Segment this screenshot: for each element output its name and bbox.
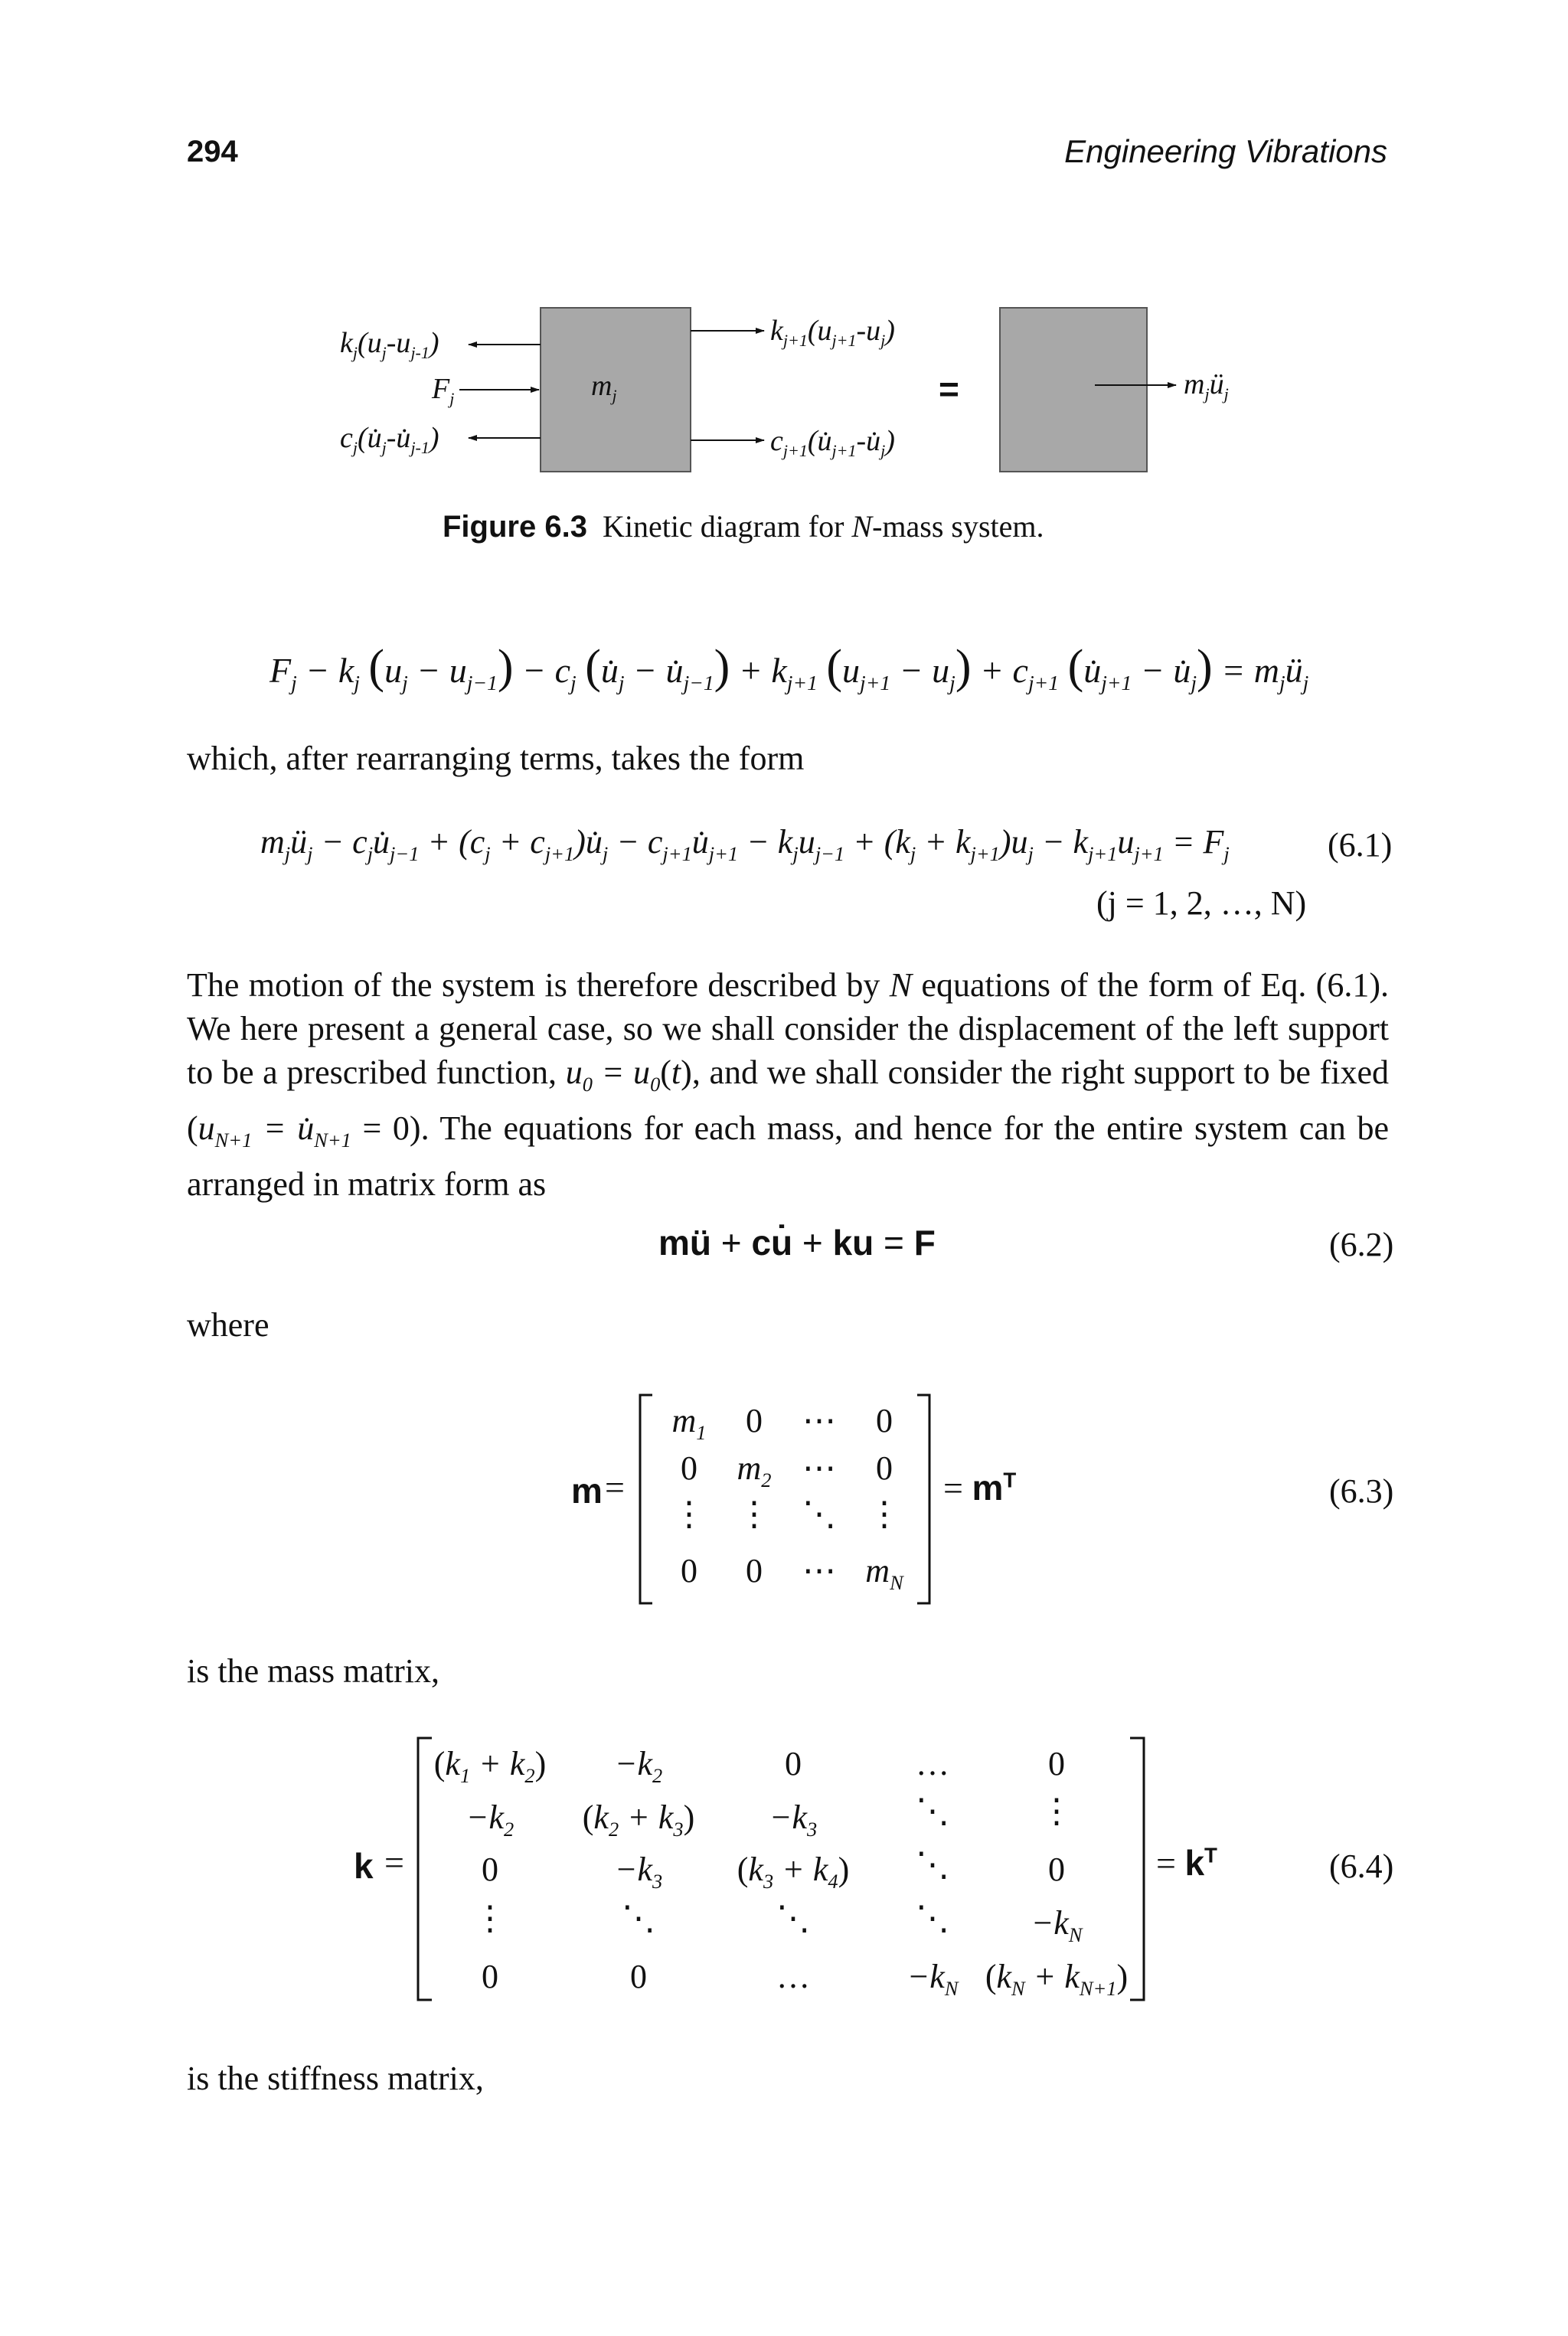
mass-matrix <box>635 1392 934 1606</box>
stiffness-matrix-symbol: k <box>354 1846 374 1886</box>
matrix-cell: 0 <box>681 1552 697 1589</box>
p2-part-a: The motion of the system is therefore described by <box>187 966 890 1004</box>
matrix-cell: $(k_N + k_{N+1})$ <box>985 1958 1129 2000</box>
p2-N: N <box>889 966 913 1004</box>
matrix-cell: $(k_3 + k_4)$ <box>737 1851 850 1893</box>
matrix-cell: $(k_1 + k_2)$ <box>433 1745 547 1787</box>
caption-label: Figure 6.3 <box>443 510 587 544</box>
equation-6-4-number: (6.4) <box>1329 1848 1394 1885</box>
matrix-cell: … <box>776 1958 810 1995</box>
where-label: where <box>187 1306 270 1344</box>
matrix-cell: $m_2$ <box>737 1449 772 1491</box>
equals-sign: = <box>939 369 959 409</box>
matrix-cell: ⋮ <box>1040 1792 1073 1830</box>
matrix-cell: $(k_2 + k_3)$ <box>582 1799 695 1841</box>
matrix-cell: $-k_N$ <box>906 1958 959 2000</box>
matrix-cell: 0 <box>1048 1745 1065 1782</box>
p2-part-d: ). The equations for each mass, and hence for the entire system can be arranged in matrix form as <box>187 1109 1390 1203</box>
matrix-cell: 0 <box>1048 1851 1065 1888</box>
matrix-cell: 0 <box>876 1402 893 1439</box>
matrix-cell: 0 <box>876 1449 893 1487</box>
paragraph-motion-description <box>187 963 1389 1206</box>
matrix-cell: ⋱ <box>916 1900 949 1937</box>
matrix-cell: 0 <box>746 1402 763 1439</box>
equation-6-2-number: (6.2) <box>1329 1226 1394 1263</box>
mass-matrix-description: is the mass matrix, <box>187 1652 439 1690</box>
stiffness-matrix-transpose: = $k^T$ <box>1156 1843 1217 1883</box>
matrix-cell: ⋯ <box>802 1402 836 1439</box>
matrix-cell: ⋮ <box>867 1495 901 1533</box>
stiffness-matrix <box>413 1735 1148 2003</box>
p2-bc-expression: $u_{N+1}$ = $u̇_{N+1} = 0$ <box>198 1109 410 1152</box>
stiffness-matrix-description: is the stiffness matrix, <box>187 2060 484 2097</box>
label-spring-right: $k_{j+1}(u_{j+1}-u_j)$ <box>770 315 895 350</box>
matrix-cell: ⋮ <box>473 1900 507 1937</box>
equation-motion-mass-j: $F_j - k_j$ $(u_j - u_{j-1}) - c_j$ ($u̇_j$ − $u̇_{j-1}) + k_{j+1}$ $(u_{j+1} - u_j) + c_{j+1}$ ($u̇_{j+1}$ − $u̇_j$) = $m_jü_j$ <box>270 641 1309 695</box>
mass-matrix-symbol: m <box>571 1471 603 1511</box>
matrix-cell: 0 <box>482 1851 498 1888</box>
label-applied-force: $F_j$ <box>432 373 455 408</box>
mass-matrix-transpose: = $m^T$ <box>943 1468 1017 1508</box>
result-block <box>1000 308 1147 472</box>
matrix-cell: ⋱ <box>916 1792 949 1830</box>
label-spring-left: $k_j(u_j-u_{j-1})$ <box>340 327 439 362</box>
matrix-cell: $-k_2$ <box>614 1745 663 1787</box>
equation-6-1: $m_jü_j$ − $c_ju̇_{j-1} + (c_j$ + $c_{j+1})u̇_j$ − $c_{j+1}u̇_{j+1} - k_ju_{j-1} + (k_j + k_{j+1})u_j - k_{j+1}u_{j+1} = F_j$ <box>260 823 1230 865</box>
p2-part-b: equations of the form of Eq. (6.1). We here present a general case, so we shall consider the displacement of the left support to be a prescribed function, <box>187 966 1389 1091</box>
paragraph-rearranging: which, after rearranging terms, takes the form <box>187 740 805 777</box>
matrix-cell: ⋯ <box>802 1552 836 1589</box>
matrix-cell: $m_1$ <box>671 1402 707 1444</box>
matrix-cell: $-k_N$ <box>1031 1904 1083 1946</box>
mass-matrix-eq-sign: = <box>605 1468 625 1507</box>
matrix-cell: $-k_3$ <box>769 1799 818 1841</box>
page-number: 294 <box>187 135 238 168</box>
matrix-cell: ⋱ <box>916 1846 949 1884</box>
caption-var: N <box>851 509 873 544</box>
kinetic-diagram <box>329 291 1286 490</box>
matrix-cell: 0 <box>681 1449 697 1487</box>
matrix-cell: … <box>916 1745 949 1782</box>
matrix-cell: $-k_3$ <box>614 1851 663 1893</box>
equation-6-1-range: (j = 1, 2, …, N) <box>1096 884 1307 922</box>
p2-u0-expression: $u_0 = u_0(t)$ <box>565 1054 692 1096</box>
running-title: Engineering Vibrations <box>1064 133 1387 169</box>
figure-caption <box>443 508 1044 544</box>
label-damper-left: $c_j(u̇_j-u̇_{j-1})$ <box>340 422 439 457</box>
matrix-cell: ⋱ <box>776 1900 810 1937</box>
stiffness-matrix-eq-sign: = <box>384 1843 404 1882</box>
matrix-cell: $m_N$ <box>865 1552 903 1594</box>
matrix-cell: ⋱ <box>622 1900 655 1937</box>
label-mass: $m_j$ <box>591 370 617 405</box>
matrix-cell: 0 <box>630 1958 647 1995</box>
equation-6-1-number: (6.1) <box>1328 826 1393 864</box>
matrix-cell: 0 <box>746 1552 763 1589</box>
matrix-cell: 0 <box>785 1745 802 1782</box>
equation-6-3-number: (6.3) <box>1329 1472 1394 1510</box>
matrix-cell: ⋮ <box>672 1495 706 1533</box>
matrix-cell: ⋮ <box>737 1495 771 1533</box>
matrix-cell: ⋯ <box>802 1449 836 1487</box>
label-inertia: $m_jü_j$ <box>1184 368 1229 403</box>
equation-6-2: mü + cu̇ + ku = F <box>658 1223 936 1263</box>
label-damper-right: $c_{j+1}(u̇_{j+1}-u̇_j)$ <box>770 425 895 460</box>
matrix-cell: ⋱ <box>802 1495 836 1533</box>
caption-text-end: -mass system. <box>872 509 1044 544</box>
matrix-cell: 0 <box>482 1958 498 1995</box>
p2-part-c: , and we shall consider the right support to be fixed ( <box>187 1054 1389 1147</box>
caption-text: Kinetic diagram for <box>602 509 852 544</box>
matrix-cell: $-k_2$ <box>466 1799 514 1841</box>
